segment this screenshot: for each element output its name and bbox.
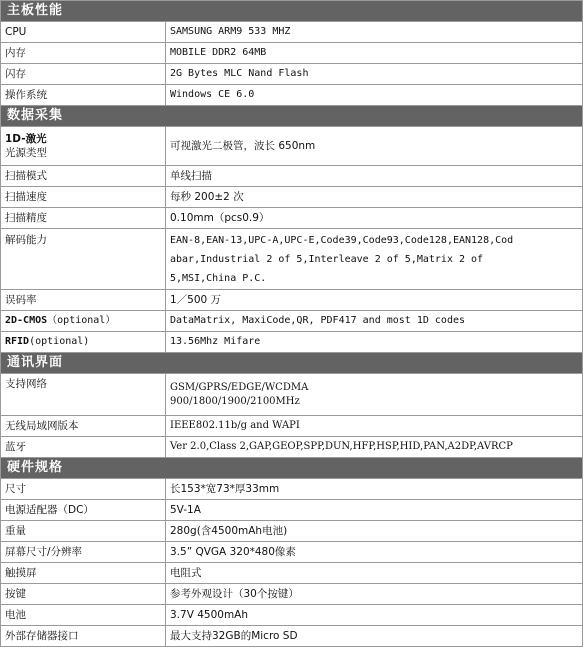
section-title: 硬件规格 — [1, 458, 583, 479]
row-value: Ver 2.0,Class 2,GAP,GEOP,SPP,DUN,HFP,HSP,HID,PAN,A2DP,AVRCP — [166, 437, 583, 458]
table-row — [1, 229, 583, 290]
section-header-comm — [1, 353, 583, 374]
table-row — [1, 584, 583, 605]
row-value: 280g(含4500mAh电池) — [166, 521, 583, 542]
row-value — [166, 374, 583, 416]
row-label: 按键 — [1, 584, 166, 605]
row-label: 误码率 — [1, 290, 166, 311]
row-value: DataMatrix, MaxiCode,QR, PDF417 and most 1D codes — [166, 311, 583, 332]
row-label: 屏幕尺寸/分辨率 — [1, 542, 166, 563]
row-label: 蓝牙 — [1, 437, 166, 458]
table-row — [1, 332, 583, 353]
table-row — [1, 500, 583, 521]
row-label: 尺寸 — [1, 479, 166, 500]
table-row — [1, 208, 583, 229]
row-value: 13.56Mhz Mifare — [166, 332, 583, 353]
row-label: 扫描精度 — [1, 208, 166, 229]
table-row — [1, 563, 583, 584]
decode-line: EAN-8,EAN-13,UPC-A,UPC-E,Code39,Code93,Code128,EAN128,Cod — [170, 234, 514, 246]
row-label: 扫描速度 — [1, 187, 166, 208]
row-label-text: 光源类型 — [5, 147, 47, 159]
table-row — [1, 127, 583, 166]
row-value: 每秒 200±2 次 — [166, 187, 583, 208]
row-value: 参考外观设计（30个按键） — [166, 584, 583, 605]
section-header-board — [1, 1, 583, 22]
table-row — [1, 311, 583, 332]
row-label: 操作系统 — [1, 85, 166, 106]
decode-line: abar,Industrial 2 of 5,Interleave 2 of 5,Matrix 2 of — [170, 253, 484, 265]
table-row — [1, 374, 583, 416]
table-row — [1, 626, 583, 647]
row-value: 可视激光二极管，波长 650nm — [166, 127, 583, 166]
row-label: 扫描模式 — [1, 166, 166, 187]
decode-line: 5,MSI,China P.C. — [170, 272, 267, 284]
row-label-rest: (optional) — [29, 336, 90, 347]
row-label: CPU — [1, 22, 166, 43]
table-row — [1, 187, 583, 208]
row-value — [166, 229, 583, 290]
row-label: 无线局域网版本 — [1, 416, 166, 437]
table-row — [1, 85, 583, 106]
row-label: 闪存 — [1, 64, 166, 85]
laser-heading: 1D-激光 — [5, 133, 47, 145]
row-value: 3.7V 4500mAh — [166, 605, 583, 626]
row-value: SAMSUNG ARM9 533 MHZ — [166, 22, 583, 43]
table-row — [1, 166, 583, 187]
table-row — [1, 64, 583, 85]
section-header-hardware — [1, 458, 583, 479]
row-label: 内存 — [1, 43, 166, 64]
row-label — [1, 127, 166, 166]
row-label: 触摸屏 — [1, 563, 166, 584]
network-line: 900/1800/1900/2100MHz — [170, 395, 300, 407]
row-value: 电阻式 — [166, 563, 583, 584]
row-value: 1／500 万 — [166, 290, 583, 311]
row-label-bold: RFID — [5, 336, 30, 347]
row-value: 长153*宽73*厚33mm — [166, 479, 583, 500]
row-label: 电池 — [1, 605, 166, 626]
section-title: 数据采集 — [1, 106, 583, 127]
row-value: MOBILE DDR2 64MB — [166, 43, 583, 64]
row-label: 解码能力 — [1, 229, 166, 290]
table-row — [1, 437, 583, 458]
table-row — [1, 521, 583, 542]
row-value: 3.5” QVGA 320*480像素 — [166, 542, 583, 563]
row-value: Windows CE 6.0 — [166, 85, 583, 106]
row-label — [1, 311, 166, 332]
row-label: 外部存储器接口 — [1, 626, 166, 647]
row-label-rest: （optional） — [47, 315, 116, 326]
section-title: 通讯界面 — [1, 353, 583, 374]
row-value: 单线扫描 — [166, 166, 583, 187]
table-row — [1, 290, 583, 311]
section-title: 主板性能 — [1, 1, 583, 22]
row-label-bold: 2D-CMOS — [5, 315, 48, 326]
row-value: 5V-1A — [166, 500, 583, 521]
table-row — [1, 22, 583, 43]
table-row — [1, 416, 583, 437]
row-value: IEEE802.11b/g and WAPI — [166, 416, 583, 437]
row-label: 支持网络 — [1, 374, 166, 416]
section-header-data — [1, 106, 583, 127]
row-value: 0.10mm（pcs0.9） — [166, 208, 583, 229]
network-line: GSM/GPRS/EDGE/WCDMA — [170, 381, 309, 393]
table-row — [1, 542, 583, 563]
table-row — [1, 605, 583, 626]
row-value: 2G Bytes MLC Nand Flash — [166, 64, 583, 85]
table-row — [1, 479, 583, 500]
row-label: 重量 — [1, 521, 166, 542]
row-label — [1, 332, 166, 353]
row-value: 最大支持32GB的Micro SD — [166, 626, 583, 647]
row-label: 电源适配器（DC） — [1, 500, 166, 521]
table-row — [1, 43, 583, 64]
